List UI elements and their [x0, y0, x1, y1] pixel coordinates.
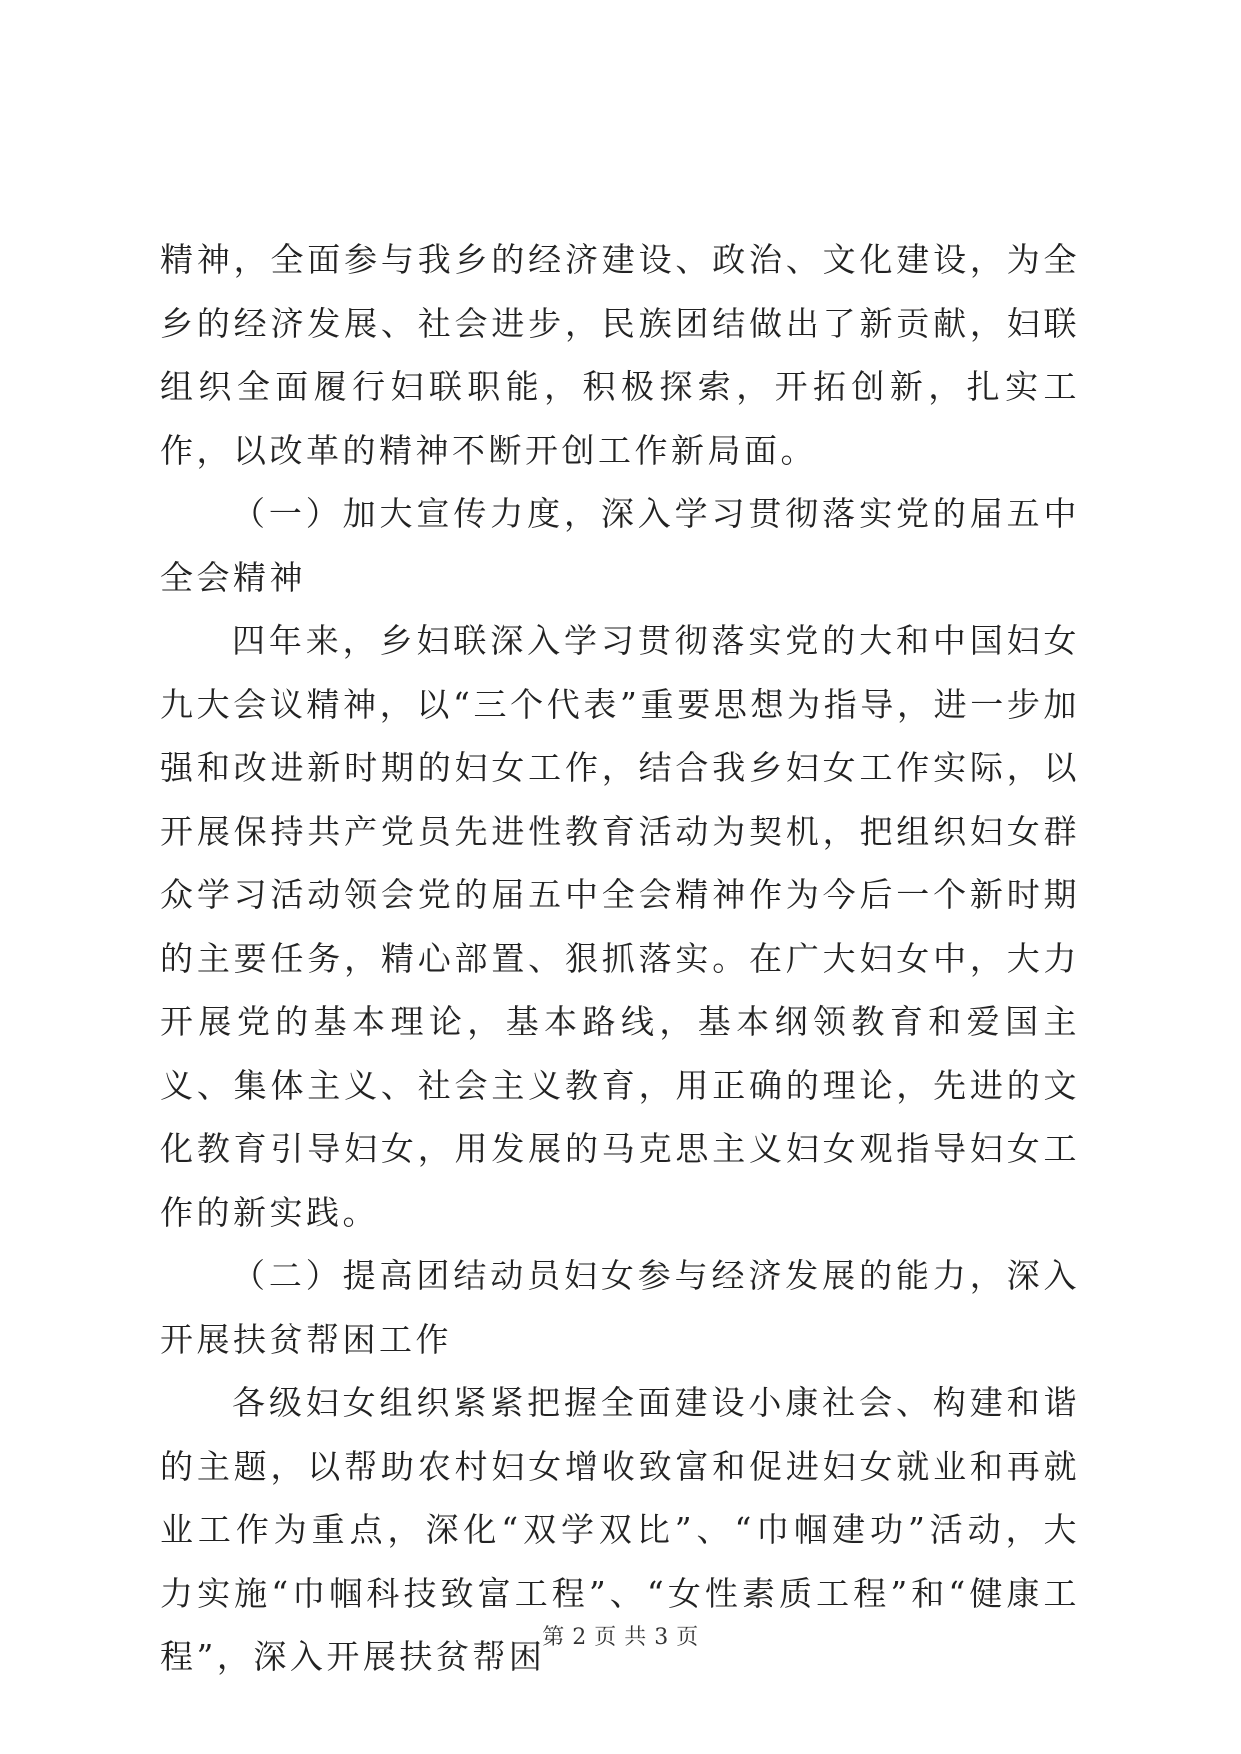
- section-heading-2: （二）提高团结动员妇女参与经济发展的能力，深入开展扶贫帮困工作: [160, 1256, 1080, 1359]
- paragraph-continuation: 精神，全面参与我乡的经济建设、政治、文化建设，为全乡的经济发展、社会进步，民族团结做出了新贡献，妇联组织全面履行妇联职能，积极探索，开拓创新，扎实工作，以改革的精神不断开创工作新局面。: [160, 240, 1080, 470]
- paragraph-section-1: 四年来，乡妇联深入学习贯彻落实党的大和中国妇女九大会议精神，以“三个代表”重要思想为指导，进一步加强和改进新时期的妇女工作，结合我乡妇女工作实际，以开展保持共产党员先进性教育活动为契机，把组织妇女群众学习活动领会党的届五中全会精神作为今后一个新时期的主要任务，精心部置、狠抓落实。在广大妇女中，大力开展党的基本理论，基本路线，基本纲领教育和爱国主义、集体主义、社会主义教育，用正确的理论，先进的文化教育引导妇女，用发展的马克思主义妇女观指导妇女工作的新实践。: [160, 621, 1080, 1232]
- page-number-footer: 第 2 页 共 3 页: [542, 1625, 699, 1650]
- paragraph-section-2: 各级妇女组织紧紧把握全面建设小康社会、构建和谐的主题，以帮助农村妇女增收致富和促进妇女就业和再就业工作为重点，深化“双学双比”、“巾帼建功”活动，大力实施“巾帼科技致富工程”、“女性素质工程”和“健康工程”，深入开展扶贫帮困: [160, 1383, 1080, 1676]
- body-text: [160, 228, 1080, 1689]
- section-heading-1: （一）加大宣传力度，深入学习贯彻落实党的届五中全会精神: [160, 494, 1080, 597]
